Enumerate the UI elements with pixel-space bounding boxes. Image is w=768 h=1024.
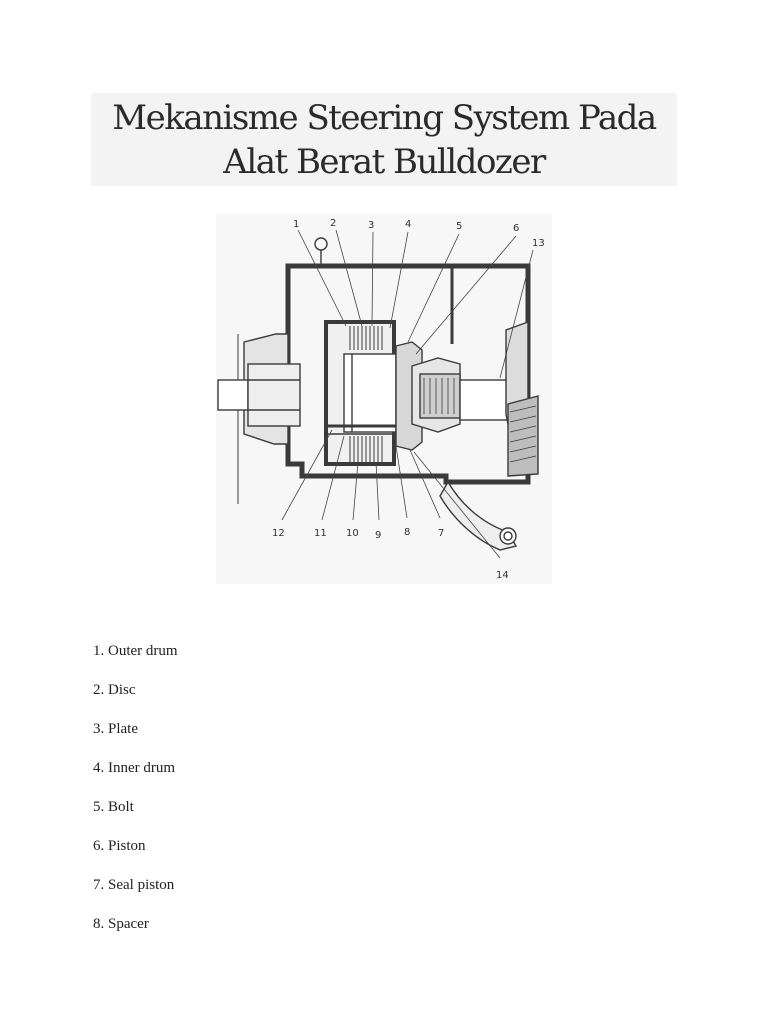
parts-list-item: 1. Outer drum [93,643,178,659]
callout-label: 14 [496,570,509,581]
callout-label: 4 [405,219,412,230]
document-title: Mekanisme Steering System Pada Alat Berat Bulldozer [112,97,656,182]
callout-label: 7 [438,528,445,539]
callout-label: 13 [532,238,545,249]
parts-list-item: 8. Spacer [93,916,149,932]
parts-list [93,632,178,944]
callout-label: 1 [293,219,300,230]
parts-list-item: 2. Disc [93,682,136,698]
parts-list-item: 6. Piston [93,838,146,854]
callout-label: 5 [456,221,463,232]
callout-label: 6 [513,223,520,234]
callout-label: 11 [314,528,327,539]
callout-label: 12 [272,528,285,539]
parts-list-item: 7. Seal piston [93,877,175,893]
parts-list-item: 3. Plate [93,721,138,737]
parts-list-item: 5. Bolt [93,799,134,815]
callout-label: 3 [368,220,375,231]
callout-label: 8 [404,527,411,538]
parts-list-item: 4. Inner drum [93,760,176,776]
callout-label: 10 [346,528,359,539]
steering-clutch-diagram [216,214,552,584]
callout-label: 2 [330,218,337,229]
title-box [91,93,677,186]
callout-label: 9 [375,530,382,541]
